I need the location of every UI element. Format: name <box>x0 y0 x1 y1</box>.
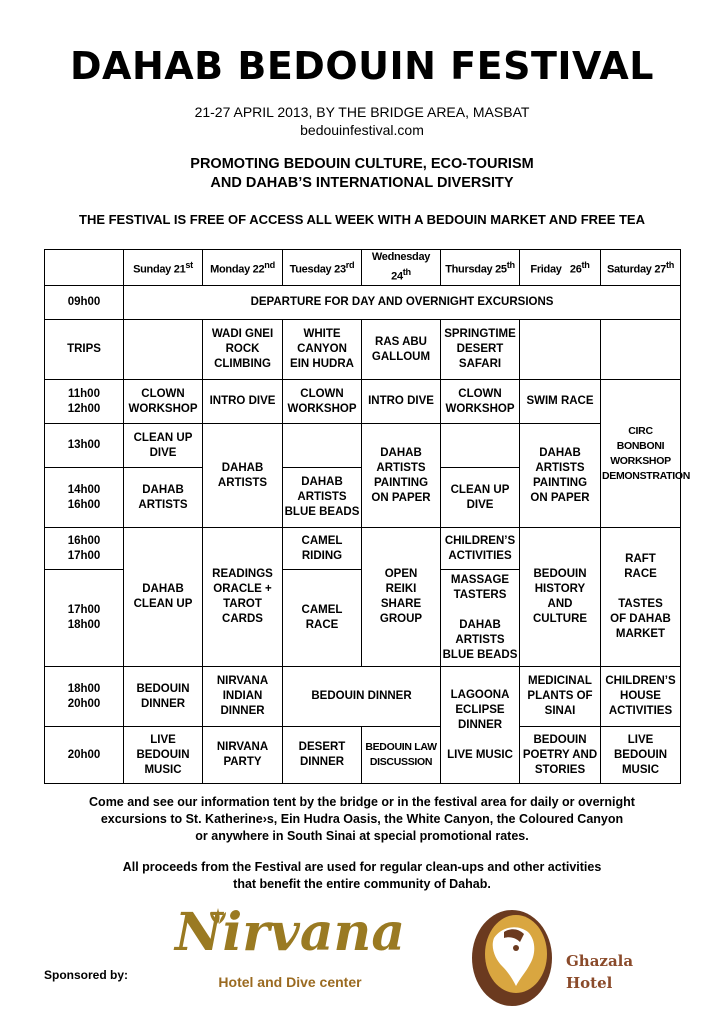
schedule-cell: SPRINGTIME DESERT SAFARI <box>441 320 520 380</box>
schedule-cell: DESERT DINNER <box>283 727 362 784</box>
schedule-cell: OPEN REIKI SHARE GROUP <box>362 528 441 667</box>
festival-dates: 21-27 APRIL 2013, BY THE BRIDGE AREA, MASBAT <box>194 104 530 120</box>
schedule-cell: DAHAB ARTISTS BLUE BEADS <box>283 468 362 528</box>
schedule-cell: RAS ABU GALLOUM <box>362 320 441 380</box>
time-cell: 13h00 <box>45 424 124 468</box>
row-1800 <box>45 667 681 727</box>
schedule-cell <box>520 320 601 380</box>
schedule-cell: BEDOUIN POETRY AND STORIES <box>520 727 601 784</box>
header-row <box>45 250 681 286</box>
schedule-cell: RAFT RACE TASTES OF DAHAB MARKET <box>601 528 681 667</box>
schedule-cell: CLOWN WORKSHOP <box>441 380 520 424</box>
schedule-table <box>44 249 691 784</box>
schedule-cell: CLOWN WORKSHOP <box>283 380 362 424</box>
sponsored-by-label: Sponsored by: <box>44 968 129 982</box>
nirvana-tagline: Hotel and Dive center <box>218 974 362 990</box>
schedule-cell: LAGOONA ECLIPSE DINNER LIVE MUSIC <box>441 667 520 784</box>
time-cell: 11h00 12h00 <box>45 380 124 424</box>
day-header-monday: Monday 22nd <box>203 250 283 286</box>
day-header-sunday: Sunday 21st <box>124 250 203 286</box>
day-header-wednesday: Wednesday 24th <box>362 250 441 286</box>
festival-website: bedouinfestival.com <box>300 122 424 138</box>
promo-line-2: AND DAHAB’S INTERNATIONAL DIVERSITY <box>210 175 514 191</box>
schedule-cell: BEDOUIN DINNER <box>283 667 441 727</box>
day-header-thursday: Thursday 25th <box>441 250 520 286</box>
schedule-cell: CLEAN UP DIVE <box>441 468 520 528</box>
schedule-cell: LIVE BEDOUIN MUSIC <box>601 727 681 784</box>
ghazala-hotel: Hotel <box>566 974 613 992</box>
schedule-cell: DAHAB ARTISTS PAINTING ON PAPER <box>362 424 441 528</box>
schedule-cell: CHILDREN’S ACTIVITIES <box>441 528 520 570</box>
schedule-cell: DEPARTURE FOR DAY AND OVERNIGHT EXCURSIONS <box>124 286 681 320</box>
schedule-cell: BEDOUIN LAW DISCUSSION <box>362 727 441 784</box>
ghazala-wordmark <box>566 950 633 994</box>
time-cell: 14h00 16h00 <box>45 468 124 528</box>
row-1300 <box>45 424 681 468</box>
info-line-1: Come and see our information tent by the bridge or in the festival area for daily or overnight <box>89 795 635 809</box>
schedule-cell: MEDICINAL PLANTS OF SINAI <box>520 667 601 727</box>
free-access-note: THE FESTIVAL IS FREE OF ACCESS ALL WEEK WITH A BEDOUIN MARKET AND FREE TEA <box>79 212 645 227</box>
schedule-cell: CAMEL RACE <box>283 570 362 667</box>
schedule-cell: BEDOUIN DINNER <box>124 667 203 727</box>
gazelle-icon <box>466 902 562 1010</box>
info-line-3: or anywhere in South Sinai at special promotional rates. <box>195 829 529 843</box>
schedule-cell: READINGS ORACLE + TAROT CARDS <box>203 528 283 667</box>
schedule-cell: MASSAGE TASTERS DAHAB ARTISTS BLUE BEADS <box>441 570 520 667</box>
time-cell: 09h00 <box>45 286 124 320</box>
row-1100 <box>45 380 681 424</box>
schedule-cell: INTRO DIVE <box>362 380 441 424</box>
schedule-cell: CIRC BONBONI WORKSHOP DEMONSTRATION <box>601 380 681 528</box>
row-0900 <box>45 286 681 320</box>
schedule-cell: SWIM RACE <box>520 380 601 424</box>
day-header-tuesday: Tuesday 23rd <box>283 250 362 286</box>
corner-cell <box>45 250 124 286</box>
schedule-cell <box>601 320 681 380</box>
schedule-cell: INTRO DIVE <box>203 380 283 424</box>
row-1600 <box>45 528 681 570</box>
schedule-cell: BEDOUIN HISTORY AND CULTURE <box>520 528 601 667</box>
info-line-2: excursions to St. Katherine›s, Ein Hudra Oasis, the White Canyon, the Coloured Canyon <box>100 812 624 826</box>
schedule-cell: WADI GNEI ROCK CLIMBING <box>203 320 283 380</box>
time-cell: 20h00 <box>45 727 124 784</box>
proceeds-line-2: that benefit the entire community of Dahab. <box>233 877 491 891</box>
schedule-cell: DAHAB CLEAN UP <box>124 528 203 667</box>
time-cell: 18h00 20h00 <box>45 667 124 727</box>
schedule-cell <box>283 424 362 468</box>
schedule-cell: DAHAB ARTISTS PAINTING ON PAPER <box>520 424 601 528</box>
schedule-cell <box>124 320 203 380</box>
row-2000 <box>45 727 681 784</box>
schedule-cell: NIRVANA PARTY <box>203 727 283 784</box>
schedule-cell: CAMEL RIDING <box>283 528 362 570</box>
nirvana-wordmark: Nirvana <box>174 902 406 963</box>
schedule-cell: WHITE CANYON EIN HUDRA <box>283 320 362 380</box>
schedule-cell: DAHAB ARTISTS <box>203 424 283 528</box>
schedule-cell <box>441 424 520 468</box>
ghazala-name: Ghazala <box>566 952 634 970</box>
schedule-cell: DAHAB ARTISTS <box>124 468 203 528</box>
time-cell: 17h00 18h00 <box>45 570 124 667</box>
day-header-friday: Friday 26th <box>520 250 601 286</box>
time-cell: 16h00 17h00 <box>45 528 124 570</box>
schedule-cell: LIVE BEDOUIN MUSIC <box>124 727 203 784</box>
festival-title: DAHAB BEDOUIN FESTIVAL <box>70 44 654 88</box>
time-cell: TRIPS <box>45 320 124 380</box>
proceeds-line-1: All proceeds from the Festival are used for regular clean-ups and other activities <box>122 860 602 874</box>
nirvana-logo <box>160 902 420 994</box>
day-header-saturday: Saturday 27th <box>601 250 681 286</box>
schedule-cell: CLOWN WORKSHOP <box>124 380 203 424</box>
schedule-cell: CLEAN UP DIVE <box>124 424 203 468</box>
schedule-cell: NIRVANA INDIAN DINNER <box>203 667 283 727</box>
row-trips <box>45 320 681 380</box>
ghazala-logo-mark <box>466 902 562 1010</box>
promo-line-1: PROMOTING BEDOUIN CULTURE, ECO-TOURISM <box>190 156 534 172</box>
schedule-cell: CHILDREN’S HOUSE ACTIVITIES <box>601 667 681 727</box>
